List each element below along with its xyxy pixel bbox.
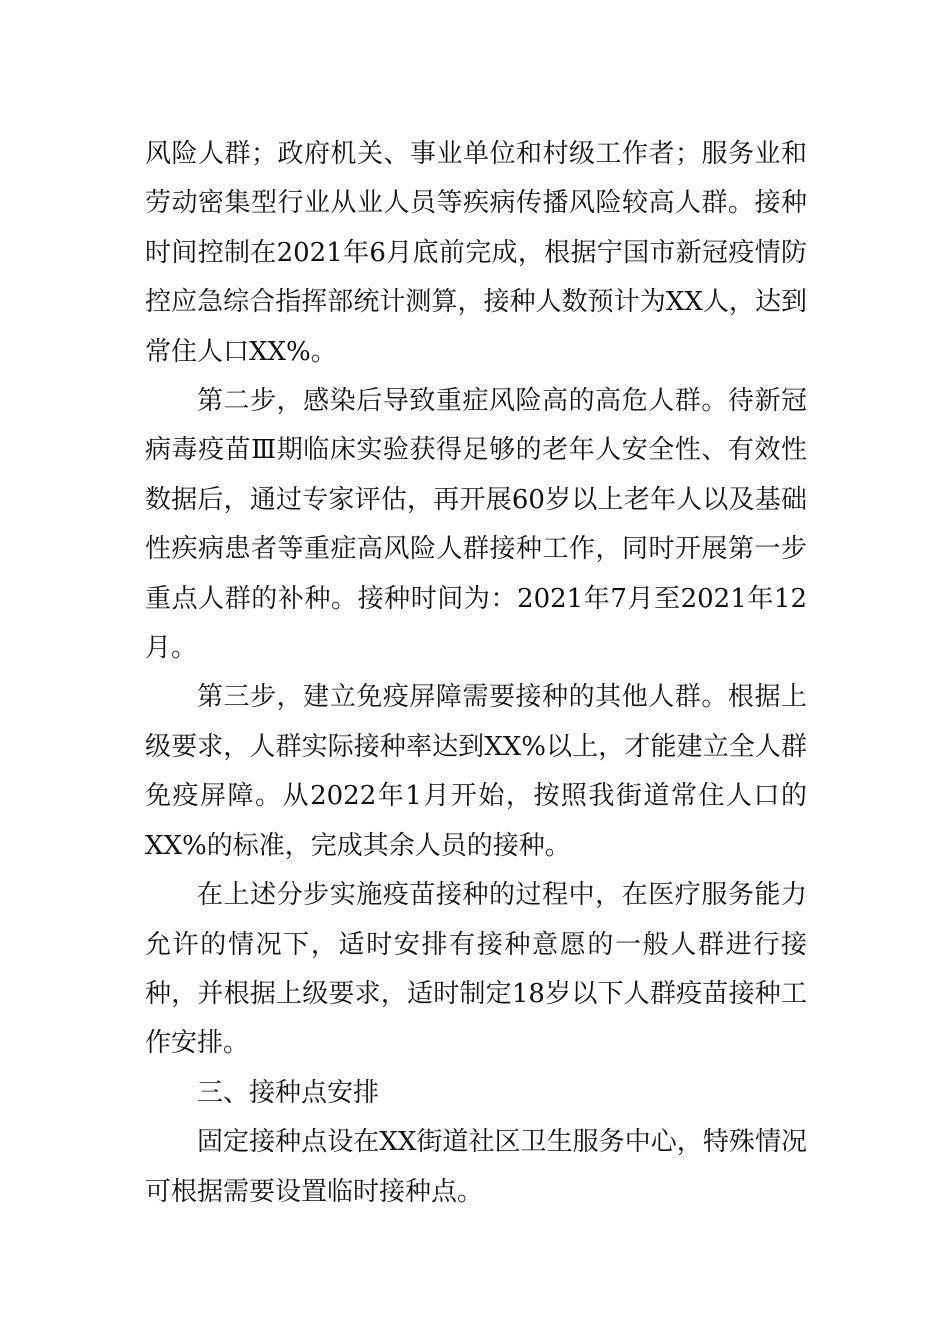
document-page [145,130,807,1217]
paragraph-vaccination-site: 固定接种点设在XX街道社区卫生服务中心，特殊情况可根据需要设置临时接种点。 [145,1127,807,1207]
paragraph-general-population: 在上述分步实施疫苗接种的过程中，在医疗服务能力允许的情况下，适时安排有接种意愿的一般人群进行接种，并根据上级要求，适时制定18岁以下人群疫苗接种工作安排。 [145,880,807,1059]
paragraph-step-two: 第二步，感染后导致重症风险高的高危人群。待新冠病毒疫苗Ⅲ期临床实验获得足够的老年人安全性、有效性数据后，通过专家评估，再开展60岁以上老年人以及基础性疾病患者等重症高风险人群接种工作，同时开展第一步重点人群的补种。接种时间为：2021年7月至2021年12月。 [145,386,807,664]
section-heading: 三、接种点安排 [197,1077,380,1108]
paragraph-continuation: 风险人群；政府机关、事业单位和村级工作者；服务业和劳动密集型行业从业人员等疾病传播风险较高人群。接种时间控制在2021年6月底前完成，根据宁国市新冠疫情防控应急综合指挥部统计测算，接种人数预计为XX人，达到常住人口XX%。 [145,139,807,367]
paragraph-step-three: 第三步，建立免疫屏障需要接种的其他人群。根据上级要求，人群实际接种率达到XX%以上，才能建立全人群免疫屏障。从2022年1月开始，按照我街道常住人口的XX%的标准，完成其余人员的接种。 [145,682,807,861]
